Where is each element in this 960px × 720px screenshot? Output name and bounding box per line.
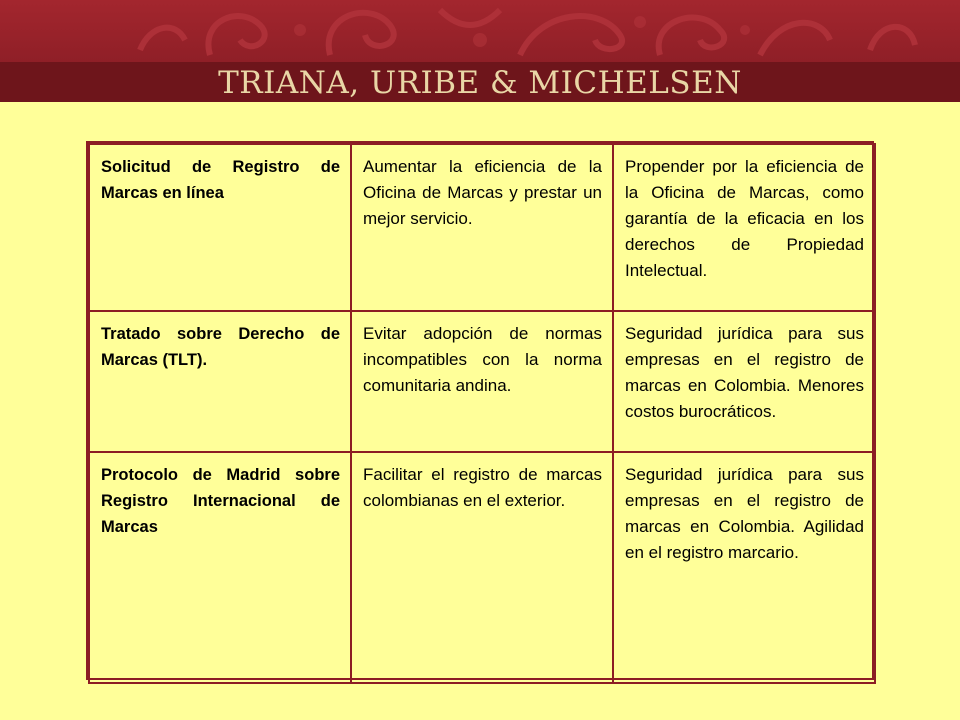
comparison-table [88, 143, 876, 684]
comparison-table-container [86, 141, 874, 680]
table-cell-objective: Aumentar la eficiencia de la Oficina de Marcas y prestar un mejor servicio. [351, 144, 613, 311]
firm-name-title: TRIANA, URIBE & MICHELSEN [218, 65, 742, 101]
header-banner [0, 0, 960, 102]
table-row [89, 452, 875, 683]
table-cell-benefit: Seguridad jurídica para sus empresas en el registro de marcas en Colombia. Menores costos burocráticos. [613, 311, 875, 452]
table-cell-objective: Facilitar el registro de marcas colombianas en el exterior. [351, 452, 613, 683]
table-row [89, 144, 875, 311]
table-cell-initiative: Solicitud de Registro de Marcas en línea [89, 144, 351, 311]
table-cell-initiative: Protocolo de Madrid sobre Registro Internacional de Marcas [89, 452, 351, 683]
table-row [89, 311, 875, 452]
table-cell-initiative: Tratado sobre Derecho de Marcas (TLT). [89, 311, 351, 452]
table-cell-benefit: Seguridad jurídica para sus empresas en el registro de marcas en Colombia. Agilidad en el registro marcario. [613, 452, 875, 683]
table-cell-objective: Evitar adopción de normas incompatibles con la norma comunitaria andina. [351, 311, 613, 452]
table-cell-benefit: Propender por la eficiencia de la Oficina de Marcas, como garantía de la eficacia en los derechos de Propiedad Intelectual. [613, 144, 875, 311]
